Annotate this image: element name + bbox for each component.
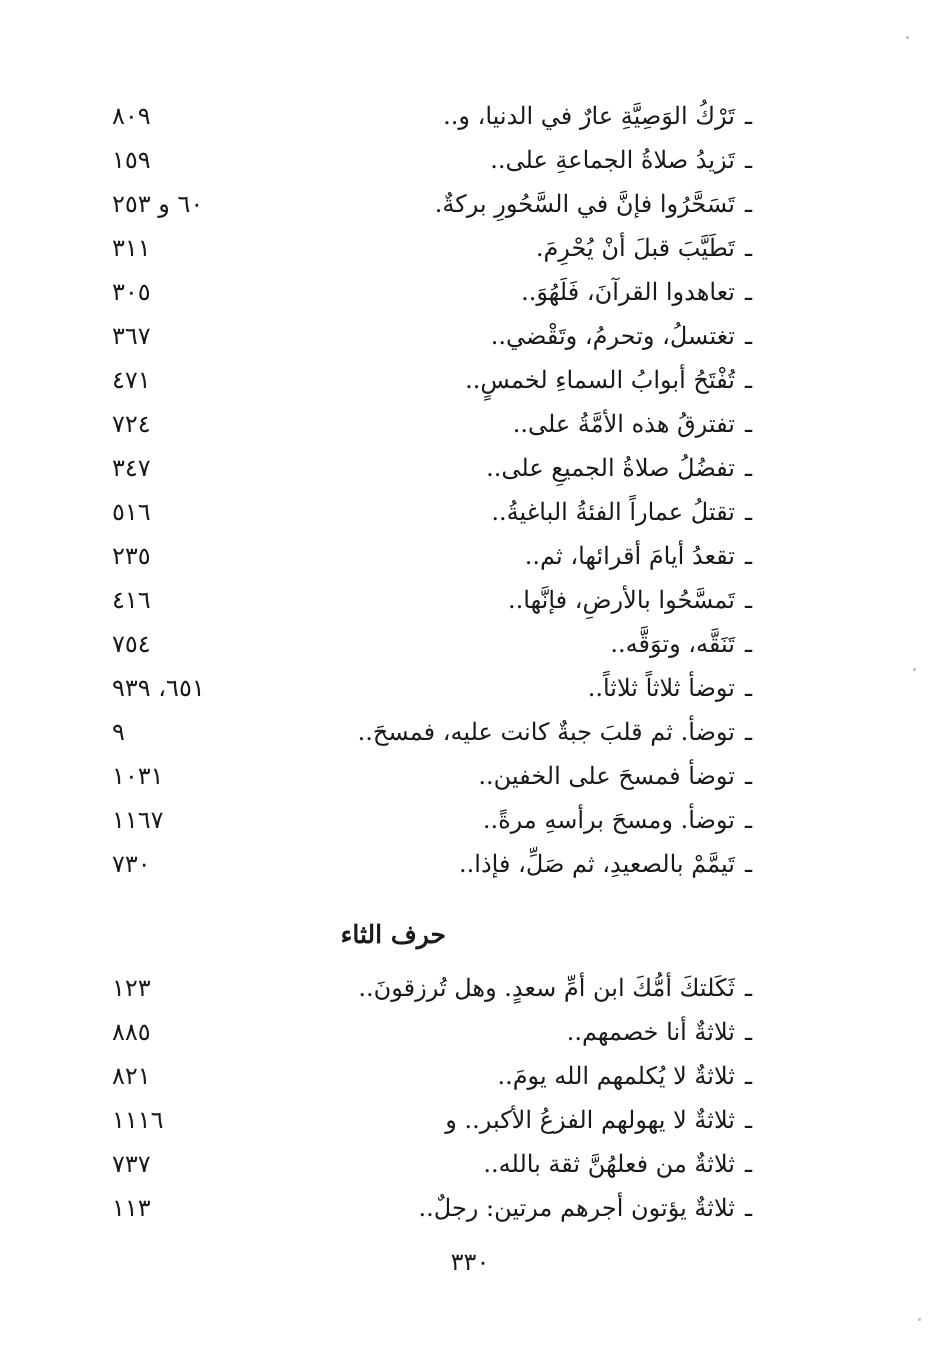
entry-text: تَيمَّمْ بالصعيدِ، ثم صَلِّ، فإذا.. (459, 850, 735, 878)
entry-text: ثلاثةٌ أنا خصمهم.. (566, 1018, 735, 1046)
section-heading: حرف الثاء (340, 920, 446, 949)
entry-ref: ٣٤٧ (112, 454, 151, 482)
entry-ref: ٧٣٠ (112, 850, 151, 878)
entry-text: ثلاثةٌ من فعلهُنَّ ثقة بالله.. (483, 1150, 735, 1178)
entry-text: تقعدُ أيامَ أقرائها، ثم.. (524, 542, 735, 570)
entry-dash: ـ (744, 718, 752, 746)
list-item (112, 1054, 752, 1098)
entry-text: ثلاثةٌ يؤتون أجرهم مرتين: رجلٌ.. (418, 1194, 735, 1222)
entry-dash: ـ (744, 278, 752, 306)
list-item (112, 754, 752, 798)
list-item (112, 490, 752, 534)
entry-dash: ـ (744, 322, 752, 350)
entry-text: تَطَيَّبَ قبلَ أنْ يُحْرِمَ. (535, 234, 735, 262)
list-item (112, 578, 752, 622)
entry-dash: ـ (744, 542, 752, 570)
entry-ref: ١١١٦ (112, 1106, 164, 1134)
list-item (112, 314, 752, 358)
entry-dash: ـ (744, 102, 752, 130)
entry-dash: ـ (744, 586, 752, 614)
list-item (112, 1186, 752, 1230)
entry-dash: ـ (744, 1018, 752, 1046)
hadith-index-list-ta (112, 94, 752, 886)
entry-ref: ٤٧١ (112, 366, 151, 394)
entry-text: تفضُلُ صلاةُ الجميعِ على.. (486, 454, 735, 482)
entry-ref: ٧٥٤ (112, 630, 151, 658)
entry-ref: ٣٦٧ (112, 322, 151, 350)
entry-ref: ١١٦٧ (112, 806, 164, 834)
list-item (112, 1098, 752, 1142)
entry-dash: ـ (744, 762, 752, 790)
list-item (112, 402, 752, 446)
entry-ref: ٢٣٥ (112, 542, 151, 570)
entry-text: تَسَحَّرُوا فإنَّ في السَّحُورِ بركةٌ. (434, 190, 735, 218)
list-item (112, 710, 752, 754)
list-item (112, 798, 752, 842)
entry-dash: ـ (744, 630, 752, 658)
entry-dash: ـ (744, 366, 752, 394)
entry-text: تَمسَّحُوا بالأرضِ، فإنَّها.. (508, 586, 735, 614)
entry-ref: ١٠٣١ (112, 762, 164, 790)
entry-text: توضأ فمسحَ على الخفين.. (478, 762, 735, 790)
hadith-index-list-tha (112, 966, 752, 1230)
entry-dash: ـ (744, 1194, 752, 1222)
entry-ref: ٤١٦ (112, 586, 151, 614)
entry-text: تعاهدوا القرآنَ، فَلَهُوَ.. (521, 278, 735, 306)
entry-ref: ٧٢٤ (112, 410, 151, 438)
list-item (112, 1010, 752, 1054)
entry-text: ثلاثةٌ لا يهولهم الفزعُ الأكبر.. و (445, 1106, 735, 1134)
entry-ref: ٣٠٥ (112, 278, 151, 306)
entry-dash: ـ (744, 410, 752, 438)
entry-dash: ـ (744, 1062, 752, 1090)
entry-text: توضأ. ومسحَ برأسهِ مرةً.. (482, 806, 735, 834)
entry-text: تَنَقَّه، وتوَقَّه.. (610, 630, 735, 658)
list-item (112, 966, 752, 1010)
entry-dash: ـ (744, 234, 752, 262)
entry-ref: ٧٣٧ (112, 1150, 151, 1178)
entry-ref: ٨٠٩ (112, 102, 151, 130)
list-item (112, 358, 752, 402)
list-item (112, 622, 752, 666)
entry-text: تُفْتَحُ أبوابُ السماءِ لخمسٍ.. (465, 366, 735, 394)
entry-text: توضأ. ثم قلبَ جبةٌ كانت عليه، فمسحَ.. (357, 718, 735, 746)
list-item (112, 226, 752, 270)
scan-speck (906, 36, 909, 39)
entry-ref: ١١٣ (112, 1194, 151, 1222)
entry-text: تَرْكُ الوَصِيَّةِ عارٌ في الدنيا، و.. (443, 102, 735, 130)
entry-ref: ٦٥١، ٩٣٩ (112, 674, 205, 702)
entry-dash: ـ (744, 806, 752, 834)
entry-dash: ـ (744, 1150, 752, 1178)
entry-text: ثلاثةٌ لا يُكلمهم الله يومَ.. (497, 1062, 735, 1090)
entry-dash: ـ (744, 974, 752, 1002)
list-item (112, 534, 752, 578)
list-item (112, 666, 752, 710)
entry-dash: ـ (744, 498, 752, 526)
entry-ref: ١٢٣ (112, 974, 151, 1002)
entry-text: توضأ ثلاثاً ثلاثاً.. (587, 674, 735, 702)
entry-dash: ـ (744, 1106, 752, 1134)
scan-speck (918, 1318, 921, 1321)
entry-text: تَزيدُ صلاةُ الجماعةِ على.. (490, 146, 735, 174)
entry-text: تفترقُ هذه الأمَّةُ على.. (512, 410, 735, 438)
list-item (112, 842, 752, 886)
page-number: ٣٣٠ (450, 1248, 490, 1276)
list-item (112, 138, 752, 182)
entry-dash: ـ (744, 850, 752, 878)
list-item (112, 1142, 752, 1186)
list-item (112, 446, 752, 490)
entry-dash: ـ (744, 454, 752, 482)
scan-speck (913, 668, 916, 671)
entry-ref: ٨٨٥ (112, 1018, 151, 1046)
list-item (112, 94, 752, 138)
entry-dash: ـ (744, 146, 752, 174)
entry-text: تغتسلُ، وتحرمُ، وتَقْضي.. (490, 322, 735, 350)
entry-ref: ٣١١ (112, 234, 151, 262)
entry-text: تقتلُ عماراً الفئةُ الباغيةُ.. (491, 498, 735, 526)
entry-dash: ـ (744, 190, 752, 218)
entry-ref: ٩ (112, 718, 125, 746)
entry-dash: ـ (744, 674, 752, 702)
entry-text: ثَكَلتكَ أمُّكَ ابن أمِّ سعدٍ. وهل تُرزقونَ.. (358, 974, 735, 1002)
entry-ref: ١٥٩ (112, 146, 151, 174)
list-item (112, 270, 752, 314)
entry-ref: ٨٢١ (112, 1062, 151, 1090)
entry-ref: ٥١٦ (112, 498, 151, 526)
entry-ref: ٦٠ و ٢٥٣ (112, 190, 204, 218)
list-item (112, 182, 752, 226)
